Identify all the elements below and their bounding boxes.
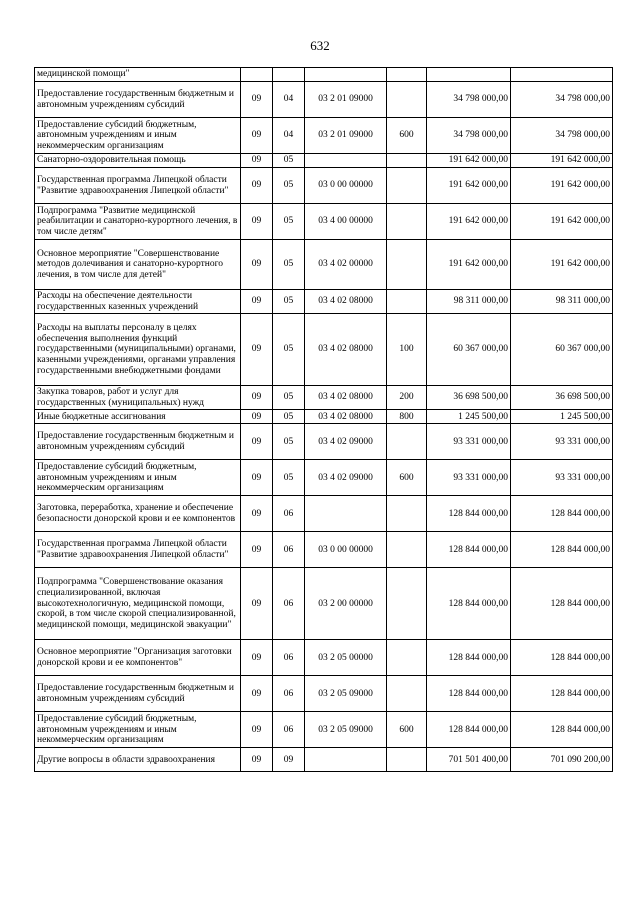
target-article-code <box>305 154 387 168</box>
section-code: 09 <box>241 386 273 410</box>
expense-type-code <box>387 240 427 290</box>
expense-type-code: 800 <box>387 410 427 424</box>
subsection-code: 05 <box>273 290 305 314</box>
subsection-code: 06 <box>273 496 305 532</box>
row-description: Предоставление государственным бюджетным и автономным учреждениям субсидий <box>35 424 241 460</box>
subsection-code: 05 <box>273 410 305 424</box>
table-row <box>35 154 613 168</box>
expense-type-code: 200 <box>387 386 427 410</box>
section-code: 09 <box>241 676 273 712</box>
subsection-code: 04 <box>273 82 305 118</box>
table-row <box>35 712 613 748</box>
subsection-code: 09 <box>273 748 305 772</box>
target-article-code: 03 0 00 00000 <box>305 168 387 204</box>
amount-year-2: 36 698 500,00 <box>511 386 613 410</box>
amount-year-1: 191 642 000,00 <box>427 168 511 204</box>
expense-type-code <box>387 82 427 118</box>
amount-year-1: 93 331 000,00 <box>427 424 511 460</box>
subsection-code: 05 <box>273 460 305 496</box>
row-description: Предоставление субсидий бюджетным, автономным учреждениям и иным некоммерческим организациям <box>35 118 241 154</box>
row-description: Предоставление субсидий бюджетным, автономным учреждениям и иным некоммерческим организациям <box>35 712 241 748</box>
subsection-code: 06 <box>273 532 305 568</box>
table-row <box>35 386 613 410</box>
subsection-code: 05 <box>273 204 305 240</box>
amount-year-2: 128 844 000,00 <box>511 712 613 748</box>
expense-type-code <box>387 290 427 314</box>
expense-type-code: 100 <box>387 314 427 386</box>
target-article-code: 03 2 01 09000 <box>305 82 387 118</box>
amount-year-2: 93 331 000,00 <box>511 424 613 460</box>
amount-year-1: 93 331 000,00 <box>427 460 511 496</box>
section-code: 09 <box>241 314 273 386</box>
target-article-code: 03 2 05 09000 <box>305 712 387 748</box>
row-description: Подпрограмма "Совершенствование оказания специализированной, включая высокотехнологичную, медицинской помощи, скорой, в том числе скорой специализированной, медицинской помощи, медицинской эвакуации" <box>35 568 241 640</box>
amount-year-2: 98 311 000,00 <box>511 290 613 314</box>
table-row <box>35 676 613 712</box>
table-row <box>35 82 613 118</box>
table-row <box>35 204 613 240</box>
section-code <box>241 68 273 82</box>
expense-type-code <box>387 676 427 712</box>
amount-year-2: 128 844 000,00 <box>511 676 613 712</box>
amount-year-2: 191 642 000,00 <box>511 240 613 290</box>
target-article-code <box>305 496 387 532</box>
amount-year-1: 36 698 500,00 <box>427 386 511 410</box>
row-description: Государственная программа Липецкой области "Развитие здравоохранения Липецкой области" <box>35 168 241 204</box>
budget-table <box>34 67 613 772</box>
expense-type-code <box>387 748 427 772</box>
target-article-code: 03 4 02 08000 <box>305 290 387 314</box>
row-description: Закупка товаров, работ и услуг для государственных (муниципальных) нужд <box>35 386 241 410</box>
amount-year-1: 128 844 000,00 <box>427 712 511 748</box>
expense-type-code <box>387 532 427 568</box>
table-row <box>35 410 613 424</box>
row-description: Предоставление государственным бюджетным и автономным учреждениям субсидий <box>35 676 241 712</box>
row-description: Предоставление государственным бюджетным и автономным учреждениям субсидий <box>35 82 241 118</box>
row-description: Иные бюджетные ассигнования <box>35 410 241 424</box>
table-row <box>35 424 613 460</box>
subsection-code: 05 <box>273 168 305 204</box>
target-article-code: 03 4 02 09000 <box>305 424 387 460</box>
section-code: 09 <box>241 460 273 496</box>
amount-year-1: 1 245 500,00 <box>427 410 511 424</box>
table-row <box>35 748 613 772</box>
section-code: 09 <box>241 204 273 240</box>
amount-year-1: 191 642 000,00 <box>427 204 511 240</box>
amount-year-2 <box>511 68 613 82</box>
table-row <box>35 640 613 676</box>
amount-year-2: 701 090 200,00 <box>511 748 613 772</box>
expense-type-code <box>387 168 427 204</box>
row-description: Расходы на обеспечение деятельности государственных казенных учреждений <box>35 290 241 314</box>
expense-type-code <box>387 154 427 168</box>
target-article-code: 03 4 02 09000 <box>305 460 387 496</box>
subsection-code: 04 <box>273 118 305 154</box>
target-article-code: 03 4 02 08000 <box>305 314 387 386</box>
row-description: Подпрограмма "Развитие медицинской реабилитации и санаторно-курортного лечения, в том числе детям" <box>35 204 241 240</box>
table-row <box>35 68 613 82</box>
table-row <box>35 496 613 532</box>
table-row <box>35 314 613 386</box>
target-article-code: 03 4 02 08000 <box>305 386 387 410</box>
amount-year-1: 98 311 000,00 <box>427 290 511 314</box>
section-code: 09 <box>241 640 273 676</box>
table-row <box>35 568 613 640</box>
amount-year-2: 128 844 000,00 <box>511 568 613 640</box>
amount-year-2: 128 844 000,00 <box>511 532 613 568</box>
amount-year-1: 128 844 000,00 <box>427 676 511 712</box>
amount-year-1 <box>427 68 511 82</box>
table-row <box>35 240 613 290</box>
expense-type-code <box>387 568 427 640</box>
section-code: 09 <box>241 154 273 168</box>
amount-year-2: 128 844 000,00 <box>511 640 613 676</box>
row-description: Основное мероприятие "Организация заготовки донорской крови и ее компонентов" <box>35 640 241 676</box>
section-code: 09 <box>241 168 273 204</box>
section-code: 09 <box>241 496 273 532</box>
target-article-code: 03 4 00 00000 <box>305 204 387 240</box>
target-article-code: 03 0 00 00000 <box>305 532 387 568</box>
amount-year-2: 34 798 000,00 <box>511 118 613 154</box>
subsection-code: 05 <box>273 314 305 386</box>
table-row <box>35 532 613 568</box>
section-code: 09 <box>241 290 273 314</box>
target-article-code: 03 4 02 08000 <box>305 410 387 424</box>
table-row <box>35 290 613 314</box>
amount-year-2: 60 367 000,00 <box>511 314 613 386</box>
expense-type-code: 600 <box>387 118 427 154</box>
row-description: Расходы на выплаты персоналу в целях обеспечения выполнения функций государственными (муниципальными) органами, казенными учреждениями, органами управления государственными внебюджетными фондами <box>35 314 241 386</box>
amount-year-1: 60 367 000,00 <box>427 314 511 386</box>
amount-year-1: 128 844 000,00 <box>427 532 511 568</box>
table-row <box>35 168 613 204</box>
row-description: Заготовка, переработка, хранение и обеспечение безопасности донорской крови и ее компонентов <box>35 496 241 532</box>
section-code: 09 <box>241 712 273 748</box>
amount-year-1: 128 844 000,00 <box>427 568 511 640</box>
section-code: 09 <box>241 118 273 154</box>
expense-type-code: 600 <box>387 460 427 496</box>
subsection-code: 06 <box>273 568 305 640</box>
expense-type-code <box>387 68 427 82</box>
subsection-code: 06 <box>273 676 305 712</box>
subsection-code: 05 <box>273 424 305 460</box>
amount-year-1: 34 798 000,00 <box>427 82 511 118</box>
subsection-code: 05 <box>273 240 305 290</box>
amount-year-2: 191 642 000,00 <box>511 154 613 168</box>
section-code: 09 <box>241 410 273 424</box>
subsection-code: 06 <box>273 712 305 748</box>
target-article-code: 03 2 00 00000 <box>305 568 387 640</box>
row-description: медицинской помощи" <box>35 68 241 82</box>
target-article-code <box>305 68 387 82</box>
row-description: Государственная программа Липецкой области "Развитие здравоохранения Липецкой области" <box>35 532 241 568</box>
section-code: 09 <box>241 240 273 290</box>
amount-year-1: 34 798 000,00 <box>427 118 511 154</box>
table-row <box>35 460 613 496</box>
target-article-code: 03 2 01 09000 <box>305 118 387 154</box>
amount-year-2: 191 642 000,00 <box>511 204 613 240</box>
expense-type-code: 600 <box>387 712 427 748</box>
subsection-code: 06 <box>273 640 305 676</box>
expense-type-code <box>387 204 427 240</box>
amount-year-1: 128 844 000,00 <box>427 640 511 676</box>
amount-year-2: 93 331 000,00 <box>511 460 613 496</box>
table-row <box>35 118 613 154</box>
amount-year-2: 1 245 500,00 <box>511 410 613 424</box>
section-code: 09 <box>241 82 273 118</box>
expense-type-code <box>387 640 427 676</box>
amount-year-1: 701 501 400,00 <box>427 748 511 772</box>
section-code: 09 <box>241 568 273 640</box>
row-description: Предоставление субсидий бюджетным, автономным учреждениям и иным некоммерческим организациям <box>35 460 241 496</box>
amount-year-1: 191 642 000,00 <box>427 154 511 168</box>
expense-type-code <box>387 496 427 532</box>
target-article-code: 03 2 05 09000 <box>305 676 387 712</box>
amount-year-1: 128 844 000,00 <box>427 496 511 532</box>
target-article-code: 03 2 05 00000 <box>305 640 387 676</box>
section-code: 09 <box>241 424 273 460</box>
amount-year-1: 191 642 000,00 <box>427 240 511 290</box>
amount-year-2: 128 844 000,00 <box>511 496 613 532</box>
target-article-code: 03 4 02 00000 <box>305 240 387 290</box>
section-code: 09 <box>241 748 273 772</box>
row-description: Основное мероприятие "Совершенствование методов долечивания и санаторно-курортного лечения, в том числе для детей" <box>35 240 241 290</box>
amount-year-2: 34 798 000,00 <box>511 82 613 118</box>
subsection-code: 05 <box>273 154 305 168</box>
row-description: Санаторно-оздоровительная помощь <box>35 154 241 168</box>
expense-type-code <box>387 424 427 460</box>
amount-year-2: 191 642 000,00 <box>511 168 613 204</box>
target-article-code <box>305 748 387 772</box>
section-code: 09 <box>241 532 273 568</box>
subsection-code <box>273 68 305 82</box>
row-description: Другие вопросы в области здравоохранения <box>35 748 241 772</box>
page-number: 632 <box>310 38 330 53</box>
subsection-code: 05 <box>273 386 305 410</box>
